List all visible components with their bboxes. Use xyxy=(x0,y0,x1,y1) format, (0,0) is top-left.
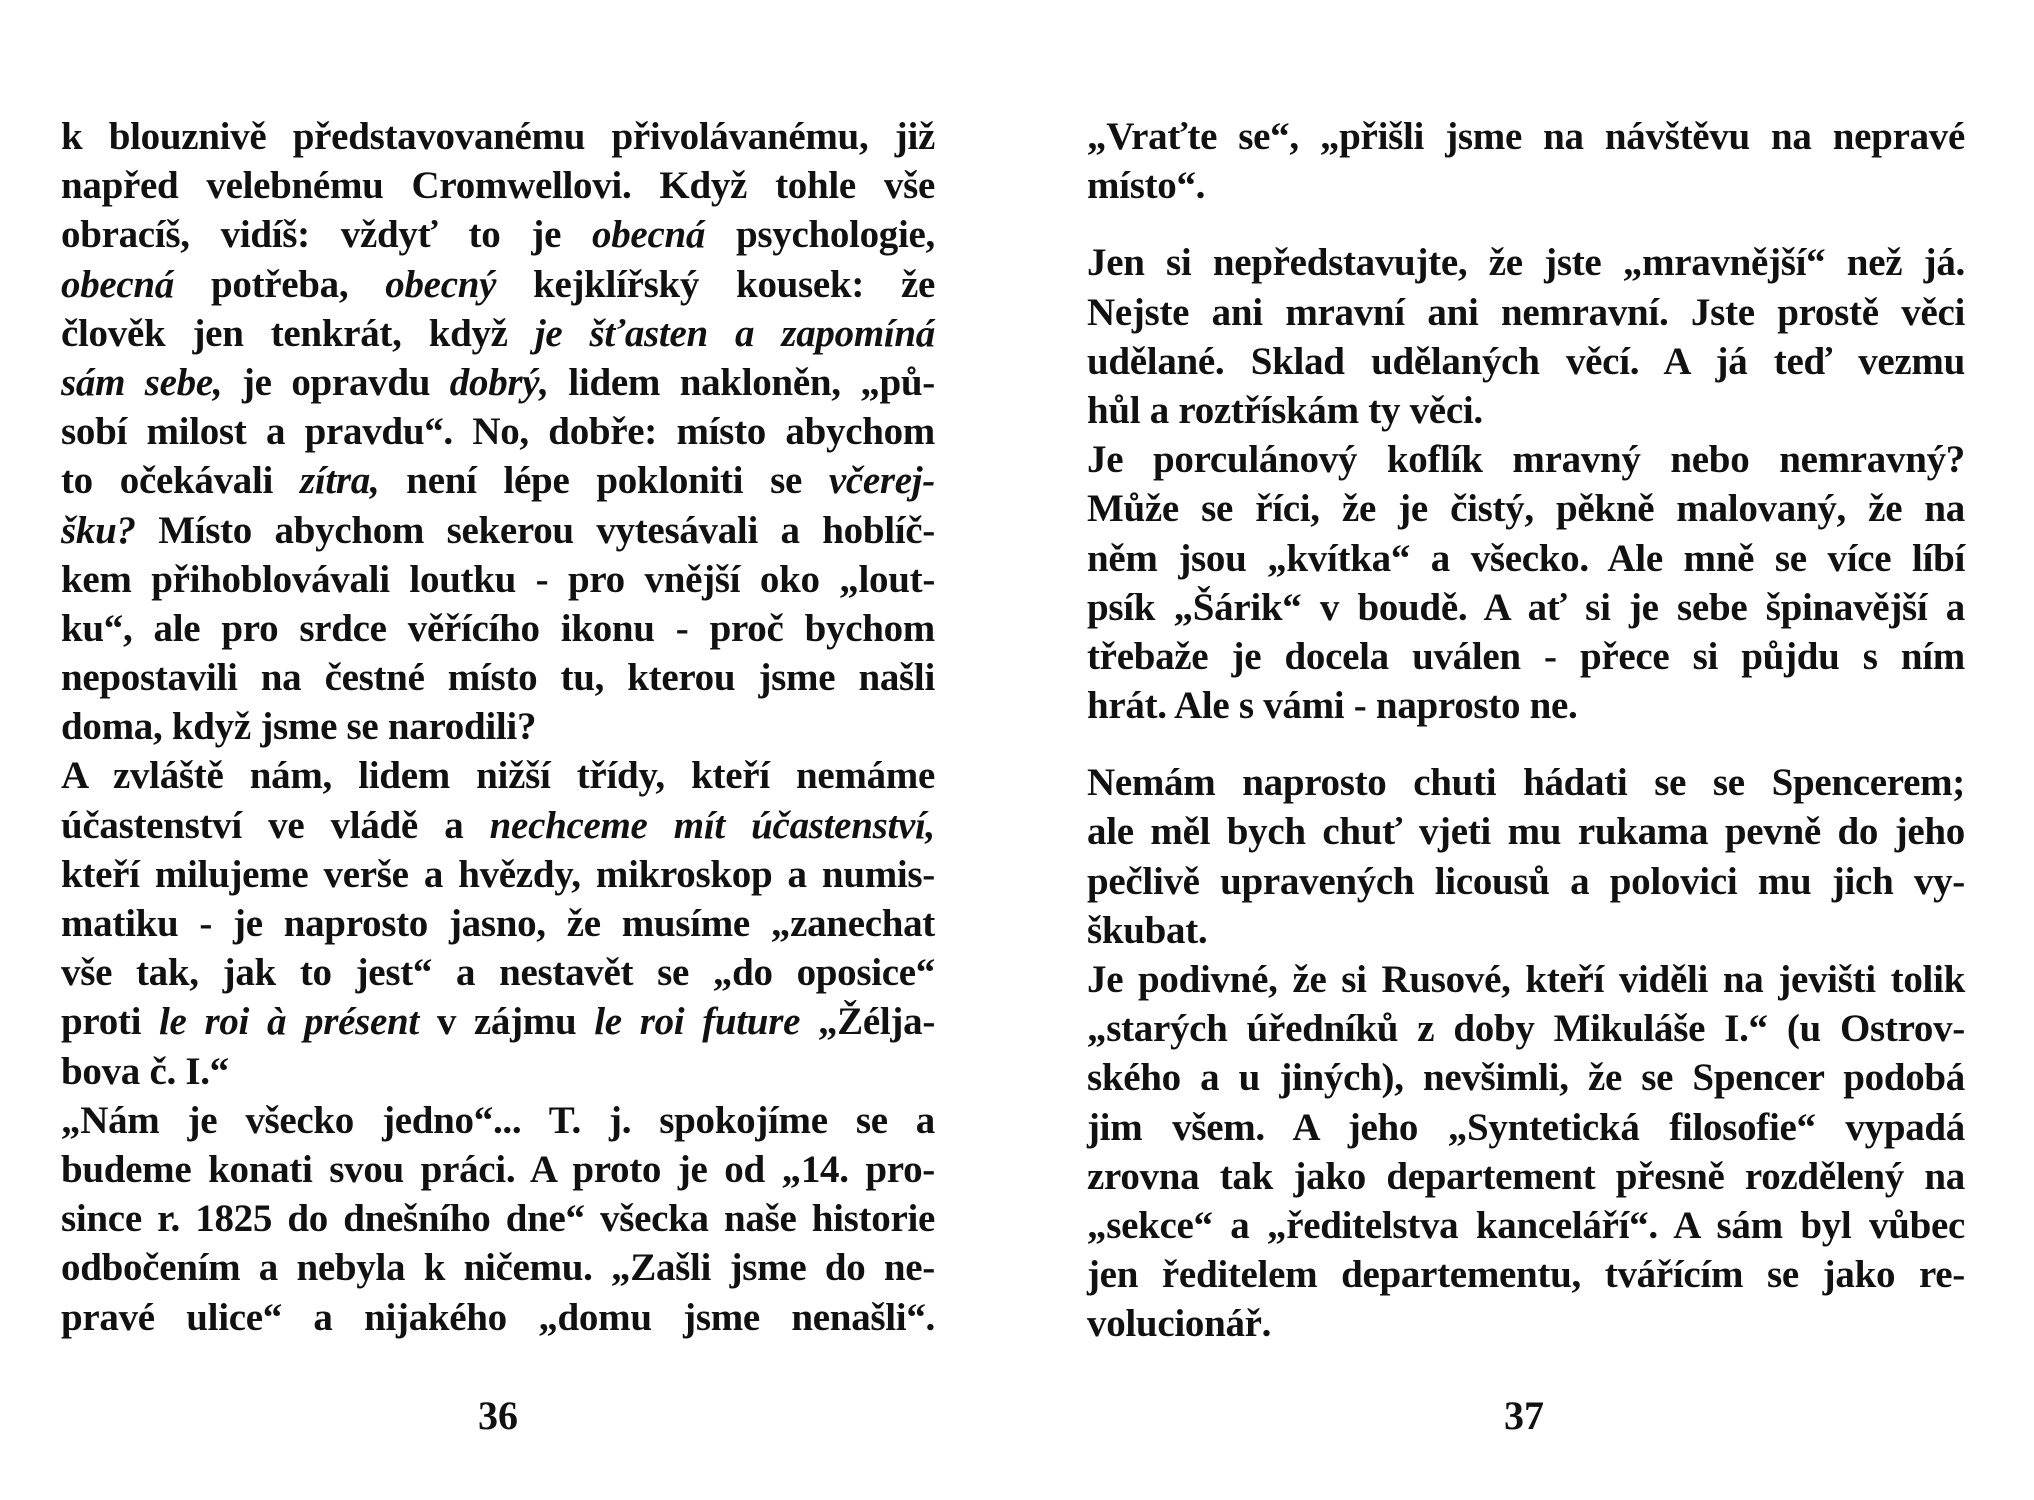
text-segment: psík „Šárik“ v boudě. A ať si je sebe špinavější a xyxy=(1087,585,1965,629)
text-segment: jim všem. A jeho „Syntetická filosofie“ vypadá xyxy=(1087,1105,1965,1149)
text-segment: „sekce“ a „ředitelstva kanceláří“. A sám byl vůbec xyxy=(1087,1203,1965,1247)
text-line xyxy=(61,801,935,850)
text-segment: vše tak, jak to jest“ a nestavět se „do oposice“ xyxy=(61,951,935,995)
text-segment: v zájmu xyxy=(418,1000,595,1044)
text-line xyxy=(61,850,935,899)
text-segment: není lépe pokloniti se xyxy=(379,459,829,503)
text-segment: Je podivné, že si Rusové, kteří viděli na jevišti tolik xyxy=(1087,958,1965,1001)
text-segment: Místo abychom sekerou vytesávali a hoblíč- xyxy=(135,508,935,552)
text-line xyxy=(1087,583,1965,632)
text-line xyxy=(1087,1250,1965,1299)
text-segment: pravé ulice“ a nijakého „domu jsme nenašli“. xyxy=(61,1295,935,1339)
text-segment: „Nám je všecko jedno“... T. j. spokojíme se a xyxy=(61,1098,935,1142)
italic-text: včerej- xyxy=(828,459,935,503)
text-line xyxy=(1087,112,1965,161)
text-segment: to očekávali xyxy=(61,459,300,503)
text-line xyxy=(61,456,935,505)
text-line xyxy=(61,653,935,702)
text-segment: „Žélja- xyxy=(800,1000,936,1044)
text-line xyxy=(61,702,935,751)
text-segment: „Vraťte se“, „přišli jsme na návštěvu na nepravé xyxy=(1087,115,1965,158)
text-line xyxy=(61,506,935,555)
text-segment: pečlivě upravených licousů a polovici mu jich vy- xyxy=(1087,859,1965,903)
text-segment: „starých úředníků z doby Mikuláše I.“ (u Ostrov- xyxy=(1087,1007,1965,1051)
italic-text: le roi future xyxy=(594,1000,801,1044)
text-segment: Jen si nepředstavujte, že jste „mravnější“ než já. xyxy=(1087,241,1965,285)
text-segment: jen ředitelem departementu, tvářícím se jako re- xyxy=(1087,1253,1965,1297)
text-segment: něm jsou „kvítka“ a všecko. Ale mně se více líbí xyxy=(1087,536,1965,580)
text-line xyxy=(1087,161,1965,210)
text-segment: psychologie, xyxy=(705,213,935,257)
text-line xyxy=(61,997,935,1046)
italic-text: šku? xyxy=(61,508,136,552)
text-line xyxy=(61,604,935,653)
text-segment: since r. 1825 do dnešního dne“ všecka naše historie xyxy=(61,1197,935,1241)
text-segment: napřed velebnému Cromwellovi. Když tohle vše xyxy=(61,164,935,208)
text-segment: budeme konati svou práci. A proto je od „14. pro- xyxy=(61,1147,935,1191)
text-segment: A zvláště nám, lidem nižší třídy, kteří nemáme xyxy=(61,754,935,798)
text-line xyxy=(1087,857,1965,906)
text-segment: kteří milujeme verše a hvězdy, mikroskop a numis- xyxy=(61,852,935,896)
text-line xyxy=(1087,906,1965,955)
text-segment: Nejste ani mravní ani nemravní. Jste prostě věci xyxy=(1087,290,1965,334)
text-segment: bova č. I.“ xyxy=(61,1049,229,1093)
page-number-left: 36 xyxy=(478,1393,518,1438)
text-line xyxy=(1087,1103,1965,1152)
italic-text: dobrý, xyxy=(449,360,549,404)
text-line xyxy=(1087,1053,1965,1102)
text-line xyxy=(61,309,935,358)
text-line xyxy=(61,948,935,997)
text-line xyxy=(1087,632,1965,681)
text-line xyxy=(1087,337,1965,386)
text-line xyxy=(1087,288,1965,337)
italic-text: je šťasten a zapomíná xyxy=(534,311,935,355)
text-segment: člověk jen tenkrát, když xyxy=(61,311,535,355)
text-line xyxy=(61,555,935,604)
text-line xyxy=(61,1194,935,1243)
italic-text: le roi à présent xyxy=(159,1000,419,1044)
text-line xyxy=(61,899,935,948)
text-line xyxy=(61,358,935,407)
text-segment: hůl a roztřískám ty věci. xyxy=(1087,388,1483,432)
text-line xyxy=(61,260,935,309)
right-page-text xyxy=(1087,112,1965,1349)
text-line xyxy=(1087,1152,1965,1201)
text-segment: kem přihoblovávali loutku - pro vnější oko „lout- xyxy=(61,557,935,601)
left-page-text xyxy=(61,112,935,1342)
text-segment: potřeba, xyxy=(174,262,386,306)
text-line xyxy=(61,1243,935,1292)
text-line xyxy=(1087,386,1965,435)
text-segment: udělané. Sklad udělaných věcí. A já teď vezmu xyxy=(1087,339,1965,383)
text-segment: účastenství ve vládě a xyxy=(61,803,490,847)
text-line xyxy=(61,1047,935,1096)
text-line xyxy=(61,407,935,456)
text-segment: Může se říci, že je čistý, pěkně malovaný, že na xyxy=(1087,487,1965,531)
text-segment: doma, když jsme se narodili? xyxy=(61,705,537,749)
text-line xyxy=(61,112,935,161)
text-line xyxy=(1087,807,1965,856)
text-line xyxy=(1087,435,1965,484)
text-segment: třebaže je docela uválen - přece si půjdu s ním xyxy=(1087,634,1965,678)
text-segment: matiku - je naprosto jasno, že musíme „zanechat xyxy=(61,902,935,945)
page-number-right: 37 xyxy=(1504,1393,1544,1438)
text-line xyxy=(1087,1004,1965,1053)
text-line xyxy=(61,1293,935,1342)
text-segment: k blouznivě představovanému přivolávanému, již xyxy=(61,115,935,158)
text-segment: zrovna tak jako departement přesně rozdělený na xyxy=(1087,1154,1965,1198)
text-segment: Nemám naprosto chuti hádati se se Spencerem; xyxy=(1087,761,1965,805)
text-segment: sobí milost a pravdu“. No, dobře: místo abychom xyxy=(61,410,935,454)
text-segment: Je porculánový koflík mravný nebo nemravný? xyxy=(1087,438,1965,482)
text-segment: kejklířský kousek: že xyxy=(496,262,935,306)
text-line xyxy=(61,210,935,259)
italic-text: sám sebe, xyxy=(61,360,223,404)
text-line xyxy=(61,751,935,800)
text-line xyxy=(1087,1201,1965,1250)
italic-text: obecná xyxy=(61,262,175,306)
italic-text: obecná xyxy=(592,213,706,257)
italic-text: nechceme mít účastenství, xyxy=(489,803,935,847)
text-segment: škubat. xyxy=(1087,908,1208,952)
text-segment: je opravdu xyxy=(222,360,450,404)
text-line xyxy=(1087,1299,1965,1348)
text-segment: odbočením a nebyla k ničemu. „Zašli jsme do ne- xyxy=(61,1246,935,1290)
text-line xyxy=(61,1096,935,1145)
italic-text: obecný xyxy=(385,262,497,306)
text-segment: ku“, ale pro srdce věřícího ikonu - proč bychom xyxy=(61,606,935,650)
text-line xyxy=(61,1145,935,1194)
text-segment: obracíš, vidíš: vždyť to je xyxy=(61,213,593,257)
text-segment: místo“. xyxy=(1087,164,1206,208)
text-segment: ale měl bych chuť vjeti mu rukama pevně do jeho xyxy=(1087,810,1965,854)
text-segment: lidem nakloněn, „pů- xyxy=(548,360,935,404)
text-line xyxy=(1087,238,1965,287)
text-segment: volucionář. xyxy=(1087,1302,1272,1346)
text-line xyxy=(61,161,935,210)
text-segment: proti xyxy=(61,1000,160,1044)
text-segment: nepostavili na čestné místo tu, kterou jsme našli xyxy=(61,656,935,700)
text-line xyxy=(1087,484,1965,533)
text-segment: hrát. Ale s vámi - naprosto ne. xyxy=(1087,684,1578,728)
text-line xyxy=(1087,534,1965,583)
text-line xyxy=(1087,681,1965,730)
text-line xyxy=(1087,758,1965,807)
italic-text: zítra, xyxy=(299,459,380,503)
text-line xyxy=(1087,955,1965,1004)
text-segment: ského a u jiných), nevšimli, že se Spencer podobá xyxy=(1087,1056,1965,1100)
